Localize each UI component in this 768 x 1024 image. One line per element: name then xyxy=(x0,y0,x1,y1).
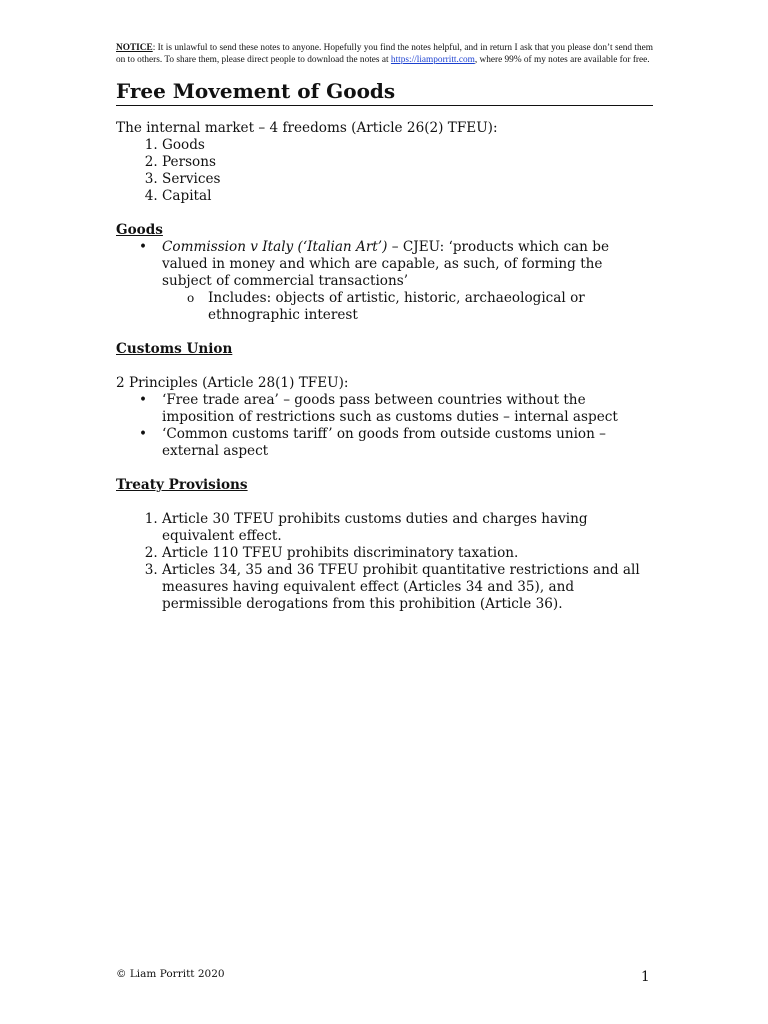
list-item: 1. Goods xyxy=(162,137,653,154)
case-name: Commission v Italy (‘Italian Art’) xyxy=(162,239,388,255)
list-item: 3. Articles 34, 35 and 36 TFEU prohibit quantitative restrictions and all measures having equivalent effect (Articles 34 and 35), and permissible derogations from this prohibition (Article 36). xyxy=(162,562,653,613)
footer-copyright: © Liam Porritt 2020 xyxy=(116,968,225,980)
case-text: – CJEU: ‘products which can be valued in money and which are capable, as such, of forming the subject of commercial transactions’ xyxy=(162,239,609,289)
customs-heading: Customs Union xyxy=(116,341,233,357)
freedoms-list xyxy=(116,137,653,205)
treaty-list xyxy=(116,511,653,613)
list-item: • ‘Free trade area’ – goods pass between countries without the imposition of restrictions such as customs duties – internal aspect xyxy=(162,392,653,426)
list-item: • ‘Common customs tariff’ on goods from outside customs union – external aspect xyxy=(162,426,653,460)
list-item: o Includes: objects of artistic, historic, archaeological or ethnographic interest xyxy=(208,290,653,324)
document-body xyxy=(116,120,653,613)
principles-text: 2 Principles (Article 28(1) TFEU): xyxy=(116,375,349,391)
goods-heading: Goods xyxy=(116,222,163,238)
notice-paragraph xyxy=(116,42,653,66)
goods-sublist xyxy=(162,290,653,324)
list-item xyxy=(162,239,653,324)
list-item: 2. Article 110 TFEU prohibits discriminatory taxation. xyxy=(162,545,653,562)
list-item: 4. Capital xyxy=(162,188,653,205)
notice-tail: , where 99% of my notes are available for free. xyxy=(474,55,650,65)
page-number: 1 xyxy=(641,969,650,985)
notice-link[interactable]: https://liamporritt.com xyxy=(390,55,475,65)
list-item: 2. Persons xyxy=(162,154,653,171)
list-item: 3. Services xyxy=(162,171,653,188)
treaty-heading: Treaty Provisions xyxy=(116,477,248,493)
notice-text: : It is unlawful to send these notes to anyone. Hopefully you find the notes helpful, and in return I ask that you please don’t send them on to others. To share them, please direct people to download the notes at xyxy=(116,43,653,65)
intro-text: The internal market – 4 freedoms (Article 26(2) TFEU): xyxy=(116,120,498,136)
document-page xyxy=(116,42,653,613)
list-item: 1. Article 30 TFEU prohibits customs duties and charges having equivalent effect. xyxy=(162,511,653,545)
goods-list xyxy=(116,239,653,324)
customs-list xyxy=(116,392,653,460)
notice-label: NOTICE xyxy=(116,43,153,53)
page-title: Free Movement of Goods xyxy=(116,78,653,106)
